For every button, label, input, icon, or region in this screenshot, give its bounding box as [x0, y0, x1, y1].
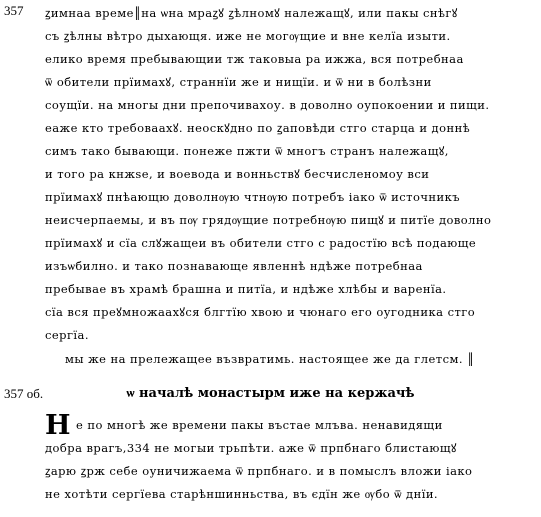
text-line: съ ꙁѣлны вѣтро дыхающя. иже не могѹщие и вне келїа изыти. [45, 29, 451, 43]
text-line: изъѡбилно. и тако познавающе явленнѣ ндѣже потребнаа [45, 259, 423, 273]
section-line: не хотѣти сергїева старѣншинньства, въ єдїн же ѹбо ѿ днїи. [45, 487, 439, 501]
section-line: ꙁарю ꙁрж себе оуничижаема ѿ прпбнаго. и в помыслъ вложи іако [45, 464, 473, 478]
text-line: прїимахꙋ и сїа слꙋжащеи въ обители стго с радостїю всѣ подающе [45, 236, 477, 250]
text-line: мы же на прележащее възвратимь. настоящее же да глетсм. ║ [65, 352, 475, 366]
text-line: пребывае въ храмѣ брашна и питїа, и ндѣже хлѣбы и варенїа. [45, 282, 447, 296]
section-line: добра врагъ,334 не могыи трьпѣти. аже ѿ прпбнаго блистающꙋ [45, 441, 457, 455]
section-line: е по многѣ же времени пакы въстае млъва. ненавидящи [76, 418, 443, 432]
text-line: ꙁимнаа време║на ѡна мраꙁꙋ ꙁѣлномꙋ належащꙋ, или пакы снѣгꙋ [45, 6, 458, 20]
text-line: неисчерпаемы, и въ пѹ грядѹщие потребнѹю пищꙋ и питїе доволно [45, 213, 492, 227]
text-line: симъ тако бывающи. понеже пжти ѿ многъ странъ належащꙋ, [45, 144, 449, 158]
text-line: сїа вся преꙋмножаахꙋся блгтїю хвою и чюнаго его оугодника стго [45, 305, 476, 319]
folio-ref-357: 357 [4, 3, 24, 18]
text-line: еаже кто требоваахꙋ. неоскꙋдно по ꙁаповѣди стго старца и доннѣ [45, 121, 471, 135]
drop-initial: Н [45, 410, 71, 441]
section-heading: ѡ началѣ монастырм иже на кержачѣ [126, 386, 415, 401]
text-line: сергїа. [45, 328, 89, 342]
text-line: и того ра кнжѕе, и воевода и вонньствꙋ бесчисленомоу вси [45, 167, 430, 181]
folio-ref-357-verso: 357 об. [4, 386, 44, 401]
text-line: ѿ обители прїимахꙋ, страннїи же и нищїи. и ѿ ни в болѣзни [45, 75, 432, 89]
text-line: прїимахꙋ пнѣающю доволнѹю чтнѹю потребъ іако ѿ источникъ [45, 190, 461, 204]
text-line: елико время пребывающии тж таковыа ра ижжа, вся потребнаа [45, 52, 464, 66]
text-line: соущїи. на многы дни препочивахоу. в доволно оупокоении и пищи. [45, 98, 490, 112]
